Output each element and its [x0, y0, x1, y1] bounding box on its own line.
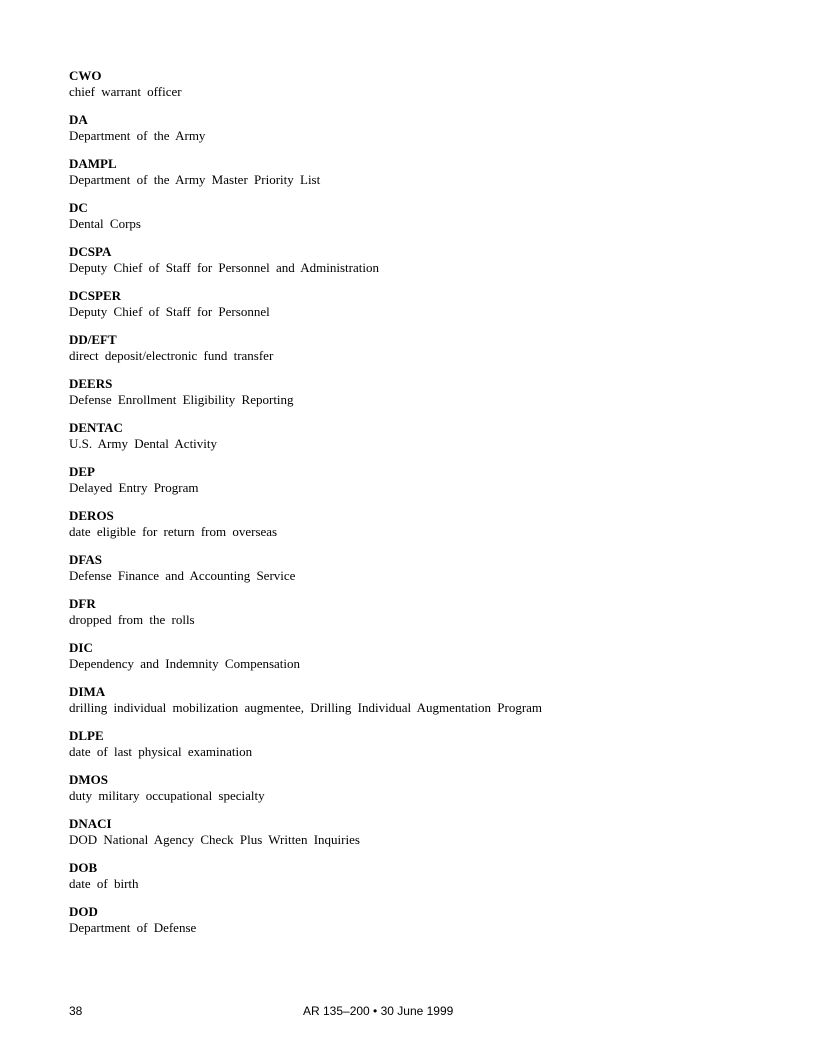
- glossary-term: DD/EFT: [69, 332, 117, 347]
- glossary-term: DFR: [69, 596, 96, 611]
- publication-info: AR 135–200 • 30 June 1999: [303, 1004, 454, 1018]
- glossary-entry: [69, 815, 542, 859]
- glossary-term: DIMA: [69, 684, 106, 699]
- glossary-term: DA: [69, 112, 88, 127]
- glossary-entry: [69, 243, 542, 287]
- glossary-entry: [69, 771, 542, 815]
- glossary-definition: date eligible for return from overseas: [69, 524, 278, 539]
- glossary-entry: [69, 331, 542, 375]
- glossary-definition: Defense Enrollment Eligibility Reporting: [69, 392, 294, 407]
- glossary-term: DENTAC: [69, 420, 123, 435]
- glossary-term: DEROS: [69, 508, 114, 523]
- glossary-term: DEP: [69, 464, 95, 479]
- glossary-term: CWO: [69, 68, 102, 83]
- glossary-entry: [69, 419, 542, 463]
- glossary-definition: Dental Corps: [69, 216, 141, 231]
- glossary-entry: [69, 551, 542, 595]
- glossary-term: DCSPA: [69, 244, 112, 259]
- glossary-definition: Department of the Army: [69, 128, 206, 143]
- glossary-term: DCSPER: [69, 288, 122, 303]
- glossary-definition: Delayed Entry Program: [69, 480, 199, 495]
- glossary-definition: Department of the Army Master Priority List: [69, 172, 321, 187]
- glossary-entry: [69, 595, 542, 639]
- glossary-term: DOB: [69, 860, 98, 875]
- glossary-entry: [69, 727, 542, 771]
- glossary-entry: [69, 639, 542, 683]
- glossary-definition: Defense Finance and Accounting Service: [69, 568, 296, 583]
- glossary-definition: Dependency and Indemnity Compensation: [69, 656, 301, 671]
- glossary-term: DMOS: [69, 772, 108, 787]
- glossary-definition: Deputy Chief of Staff for Personnel and Administration: [69, 260, 379, 275]
- glossary-entry: [69, 111, 542, 155]
- glossary-term: DNACI: [69, 816, 112, 831]
- page-number: 38: [69, 1004, 83, 1018]
- glossary-entry: [69, 155, 542, 199]
- glossary-entry: [69, 507, 542, 551]
- glossary-definition: U.S. Army Dental Activity: [69, 436, 218, 451]
- glossary-term: DFAS: [69, 552, 102, 567]
- glossary-entry: [69, 683, 542, 727]
- glossary-entry: [69, 67, 542, 111]
- glossary-term: DOD: [69, 904, 98, 919]
- glossary-definition: dropped from the rolls: [69, 612, 195, 627]
- glossary-entry: [69, 199, 542, 243]
- glossary-term: DLPE: [69, 728, 104, 743]
- glossary-definition: direct deposit/electronic fund transfer: [69, 348, 274, 363]
- glossary-definition: drilling individual mobilization augmentee, Drilling Individual Augmentation Program: [69, 700, 543, 715]
- glossary-term: DEERS: [69, 376, 113, 391]
- glossary-definition: date of last physical examination: [69, 744, 253, 759]
- glossary-definition: duty military occupational specialty: [69, 788, 265, 803]
- glossary-definition: date of birth: [69, 876, 139, 891]
- glossary-entry: [69, 859, 542, 903]
- glossary-term: DC: [69, 200, 88, 215]
- glossary-entry: [69, 375, 542, 419]
- glossary-entry: [69, 463, 542, 507]
- glossary-definition: DOD National Agency Check Plus Written Inquiries: [69, 832, 360, 847]
- glossary-definition: chief warrant officer: [69, 84, 182, 99]
- glossary-entry: [69, 903, 542, 947]
- glossary-definition: Department of Defense: [69, 920, 197, 935]
- glossary-term: DAMPL: [69, 156, 117, 171]
- glossary-definition: Deputy Chief of Staff for Personnel: [69, 304, 270, 319]
- glossary-term: DIC: [69, 640, 93, 655]
- glossary-list: [69, 67, 542, 947]
- glossary-entry: [69, 287, 542, 331]
